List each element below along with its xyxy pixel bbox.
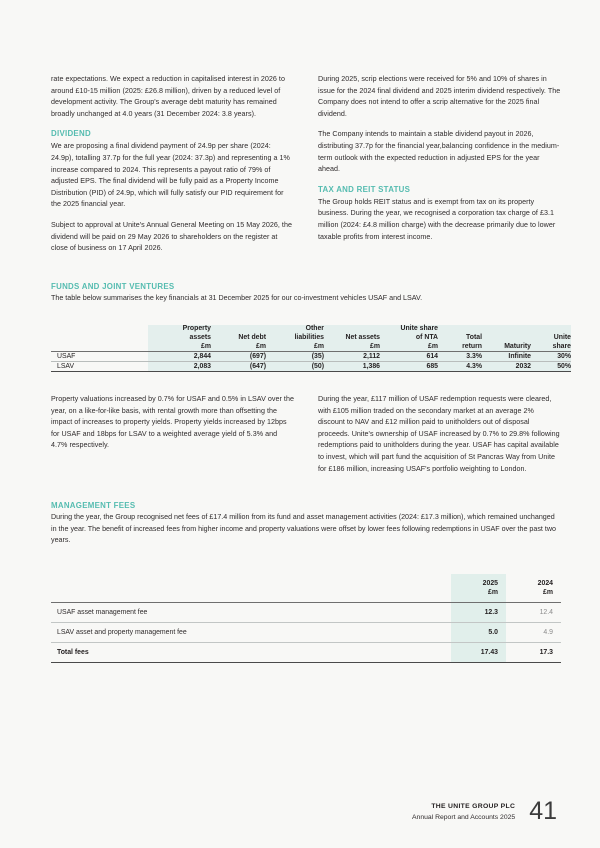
mid-left-column: [51, 394, 294, 475]
funds-col-header-unite-share-of-nta: [380, 325, 438, 351]
hdr-line-1: Other: [305, 325, 324, 333]
hdr-line-2: Total: [466, 333, 482, 341]
hdr-line-1: [529, 325, 531, 332]
footer-text-block: [412, 801, 515, 823]
funds-cell-unite-share-nta: 685: [380, 362, 438, 372]
fees-cell-previous: 4.9: [506, 623, 561, 643]
hdr-line-3: £m: [201, 342, 211, 350]
funds-intro-text: The table below summarises the key financials at 31 December 2025 for our co-investment vehicles USAF and LSAV.: [51, 293, 423, 302]
fees-row-label-lsav: LSAV asset and property management fee: [51, 623, 451, 643]
fees-col-header-previous-year: [506, 574, 561, 603]
funds-cell-property-assets: 2,844: [148, 352, 211, 362]
funds-col-header-property-assets: [148, 325, 211, 351]
footer-company-name: THE UNITE GROUP PLC: [431, 802, 516, 810]
funds-cell-net-debt: (647): [211, 362, 266, 372]
fees-row-label-usaf: USAF asset management fee: [51, 603, 451, 623]
funds-cell-net-assets: 2,112: [324, 352, 380, 362]
page-footer: [412, 799, 557, 824]
funds-section: [51, 282, 561, 305]
fees-cell-total-current: 17.43: [451, 643, 506, 663]
funds-col-header-unite-share: [531, 325, 571, 351]
heading-tax-and-reit-status: TAX AND REIT STATUS: [318, 184, 411, 194]
hdr-line-2: assets: [189, 333, 211, 341]
fees-header-year: 2024: [537, 580, 553, 588]
funds-row-label-usaf: USAF: [51, 352, 148, 362]
hdr-line-1: [264, 325, 266, 332]
hdr-line-2: Net debt: [238, 333, 266, 341]
hdr-line-1: Unite share: [400, 325, 438, 333]
funds-col-header-net-debt: [211, 325, 266, 351]
paragraph-dividend-proposal: We are proposing a final dividend payment of 24.9p per share (2024: 24.9p), totalling 37.7p for the full year (2024: 37.3p) and representing a 1% increase compared to 2024. This represents a payout ratio of 79% of adjusted EPS. The final dividend will be fully paid as a Property Income Distribution (PID) of 24.9p, which will fully satisfy our PID requirement for the 2025 financial year.: [51, 142, 290, 209]
hdr-line-3: £m: [428, 342, 438, 350]
hdr-line-3: £m: [370, 342, 380, 350]
hdr-line-1: [480, 325, 482, 332]
management-fees-table: [51, 574, 561, 663]
top-left-column: [51, 74, 294, 255]
funds-cell-total-return: 4.3%: [438, 362, 482, 372]
hdr-line-2: Unite: [553, 333, 571, 341]
hdr-line-2: [529, 334, 531, 341]
fees-header-unit: £m: [488, 588, 498, 596]
fees-header-unit: £m: [543, 588, 553, 596]
heading-dividend: DIVIDEND: [51, 129, 91, 139]
management-fees-intro-text: During the year, the Group recognised net fees of £17.4 million from its fund and asset management activities (2024: £17.3 million), which remained unchanged in the year. The benefit of increased fees from higher income and property valuations were offset by lower fees following redemptions in USAF over the past two years.: [51, 513, 557, 545]
fees-table-wrapper: [51, 574, 561, 663]
hdr-line-3: £m: [314, 342, 324, 350]
funds-joint-ventures-table: [51, 325, 571, 372]
hdr-line-3: Maturity: [504, 342, 531, 350]
paragraph-usaf-redemptions: During the year, £117 million of USAF redemption requests were cleared, with £105 million traded on the secondary market at an average 2% discount to NAV and £12 million paid to unitholders out of disposal proceeds. Unite's ownership of USAF increased by 0.7% to 29.8% following redemptions paid to unitholders during the year. USAF has capital available to invest, which will part fund the acquisition of St Pancras Way from Unite for £186 million, increasing USAF's portfolio weighting to London.: [318, 395, 560, 473]
paragraph-scrip-elections: During 2025, scrip elections were received for 5% and 10% of shares in issue for the 2024 final dividend and 2025 interim dividend respectively. The Company does not intend to offer a scrip alternative for the 2025 final dividend.: [318, 75, 561, 118]
funds-cell-total-return: 3.3%: [438, 352, 482, 362]
fees-cell-current: 5.0: [451, 623, 506, 643]
page-content: [51, 74, 571, 663]
funds-col-header-total-return: [438, 325, 482, 351]
funds-cell-other-liabilities: (50): [266, 362, 324, 372]
management-fees-section: [51, 501, 561, 547]
top-columns: [51, 74, 561, 255]
funds-table-wrapper: [51, 325, 571, 372]
funds-cell-unite-share: 50%: [531, 362, 571, 372]
hdr-line-2: liabilities: [294, 333, 324, 341]
funds-cell-maturity: 2032: [482, 362, 531, 372]
funds-col-header-other-liabilities: [266, 325, 324, 351]
funds-cell-property-assets: 2,083: [148, 362, 211, 372]
fees-table-header-row: [51, 574, 561, 603]
paragraph-property-valuations: Property valuations increased by 0.7% for USAF and 0.5% in LSAV over the year, on a like-for-like basis, with rental growth more than offsetting the impact of increases to property yields. Property yields increased by 12bps for USAF and 18bps for LSAV to a weighted average yield of 5.3% and 4.7% respectively.: [51, 395, 294, 450]
table-row: [51, 352, 571, 362]
funds-cell-maturity: Infinite: [482, 352, 531, 362]
hdr-line-3: return: [462, 342, 482, 350]
hdr-line-3: share: [552, 342, 571, 350]
table-row: [51, 623, 561, 643]
heading-management-fees: MANAGEMENT FEES: [51, 501, 136, 511]
funds-row-label-lsav: LSAV: [51, 362, 148, 372]
fees-col-header-current-year: [451, 574, 506, 603]
paragraph-dividend-approval: Subject to approval at Unite's Annual General Meeting on 15 May 2026, the dividend will be paid on 29 May 2026 to shareholders on the register at close of business on 17 April 2026.: [51, 220, 292, 253]
funds-col-header-net-assets: [324, 325, 380, 351]
mid-right-column: [318, 394, 561, 475]
fees-header-year: 2025: [482, 580, 498, 588]
mid-columns: [51, 394, 561, 475]
hdr-line-1: Property: [182, 325, 211, 333]
funds-cell-net-debt: (697): [211, 352, 266, 362]
table-row-total: [51, 643, 561, 663]
table-row: [51, 362, 571, 372]
funds-col-header-blank: [51, 325, 148, 351]
page-number: 41: [529, 797, 557, 825]
fees-cell-previous: 12.4: [506, 603, 561, 623]
funds-cell-unite-share: 30%: [531, 352, 571, 362]
funds-cell-net-assets: 1,386: [324, 362, 380, 372]
fees-cell-current: 12.3: [451, 603, 506, 623]
hdr-line-1: [569, 325, 571, 332]
fees-col-header-blank: [51, 574, 451, 603]
top-right-column: [318, 74, 561, 255]
heading-funds-and-joint-ventures: FUNDS AND JOINT VENTURES: [51, 281, 175, 291]
funds-table-header-row: [51, 325, 571, 351]
funds-col-header-maturity: [482, 325, 531, 351]
funds-cell-other-liabilities: (35): [266, 352, 324, 362]
paragraph-capitalised-interest: rate expectations. We expect a reduction in capitalised interest in 2026 to around £10-15 million (2025: £26.8 million), driven by a reduced level of development activity. The Group's average debt maturity has remained broadly unchanged at 4.0 years (31 December 2024: 3.8 years).: [51, 75, 285, 118]
hdr-line-2: Net assets: [345, 333, 380, 341]
hdr-line-3: £m: [256, 342, 266, 350]
funds-cell-unite-share-nta: 614: [380, 352, 438, 362]
hdr-line-2: of NTA: [415, 333, 438, 341]
fees-cell-total-previous: 17.3: [506, 643, 561, 663]
hdr-line-1: [378, 325, 380, 332]
footer-report-name: Annual Report and Accounts 2025: [412, 813, 516, 821]
fees-row-label-total: Total fees: [51, 643, 451, 663]
paragraph-tax-reit: The Group holds REIT status and is exempt from tax on its property business. During the year, we recognised a corporation tax charge of £3.1 million (2024: £4.8 million charge) with the decrease primarily due to lower taxable profits from interest income.: [318, 197, 556, 241]
paragraph-stable-payout: The Company intends to maintain a stable dividend payout in 2026, distributing 37.7p for the financial year,balancing confidence in the medium-term outlook with the expected reduction in adjusted EPS for the year ahead.: [318, 130, 560, 174]
table-row: [51, 603, 561, 623]
